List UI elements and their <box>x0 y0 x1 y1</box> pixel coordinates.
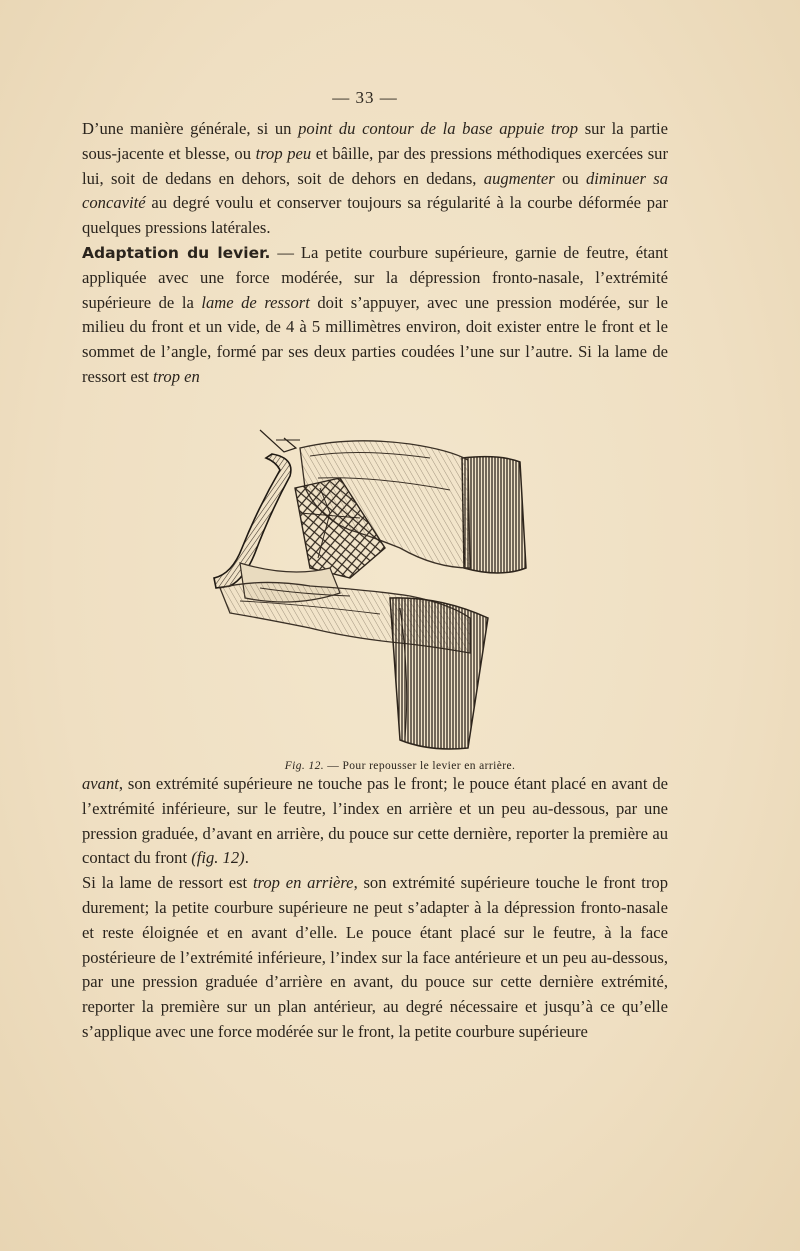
text-block-bottom <box>82 772 668 1045</box>
text-run: . <box>244 848 249 868</box>
text-run: et bâille, par des pressions méthodiques exercées sur lui, soit de dedans en dehors, soit de dehors en dedans, <box>82 143 668 188</box>
italic-text: avant <box>82 774 119 793</box>
text-run: Si la lame de ressort est <box>82 873 253 893</box>
italic-text: lame de ressort <box>201 292 310 312</box>
italic-text: trop peu <box>255 143 312 163</box>
figure-illustration <box>200 418 540 758</box>
figure-caption-text: — Pour repousser le levier en arrière. <box>324 760 516 772</box>
paragraph <box>82 871 668 1045</box>
text-run: , son extrémité supérieure ne touche pas le front; le pouce étant placé en avant de l’extrémité inférieure, sur le feutre, l’index en arrière et un peu au-dessous, par une pression graduée, d’avant en arrière, du pouce sur cette dernière, reporter la première au contact du front <box>82 774 668 868</box>
paragraph <box>82 241 668 390</box>
figure-label: Fig. 12. <box>284 760 325 772</box>
italic-text: point du contour de la base appuie trop <box>298 119 579 138</box>
text-run: — La petite courbure supérieure, garnie de feutre, étant appliquée avec une force modérée, sur la dépression fronto-nasale, l’extrémité supérieure de la <box>82 242 668 312</box>
italic-text: trop en <box>152 366 200 386</box>
text-run: sur la partie sous-jacente et blesse, ou <box>82 119 668 163</box>
paragraph <box>82 117 668 241</box>
section-heading: Adaptation du levier. <box>82 243 271 262</box>
text-block-top <box>82 117 668 390</box>
text-run: D’une manière générale, si un <box>82 119 299 138</box>
italic-text: trop en arrière <box>252 873 354 893</box>
text-run: doit s’appuyer, avec une pression modérée, sur le milieu du front et un vide, de 4 à 5 millimètres environ, doit exister entre le front et le sommet de l’angle, formé par ses deux parties coudées l’une sur l’autre. Si la lame de ressort est <box>82 292 668 386</box>
paragraph <box>82 772 668 871</box>
figure-caption <box>0 760 800 772</box>
hands-adjusting-lever-illustration <box>200 418 540 758</box>
text-run: au degré voulu et conserver toujours sa régularité à la courbe déformée par quelques pressions latérales. <box>82 193 668 238</box>
italic-text: augmenter <box>483 168 555 188</box>
page-number: — 33 — <box>332 88 398 107</box>
italic-text: diminuer sa concavité <box>82 168 668 213</box>
italic-text: (fig. 12) <box>191 848 245 868</box>
text-run: ou <box>554 168 586 188</box>
text-run: , son extrémité supérieure touche le front trop durement; la petite courbure supérieure ne peut s’adapter à la dépression fronto-nasale et reste éloignée et en avant d’elle. Le pouce étant placé sur le feutre, à la face postérieure de l’extrémité inférieure, l’index sur la face antérieure et un peu au-dessous, par une pression graduée d’arrière en avant, du pouce sur cette dernière extrémité, reporter la première sur un plan antérieur, au degré nécessaire et jusqu’à ce qu’elle s’applique avec une force modérée sur le front, la petite courbure supérieure <box>82 873 668 1041</box>
